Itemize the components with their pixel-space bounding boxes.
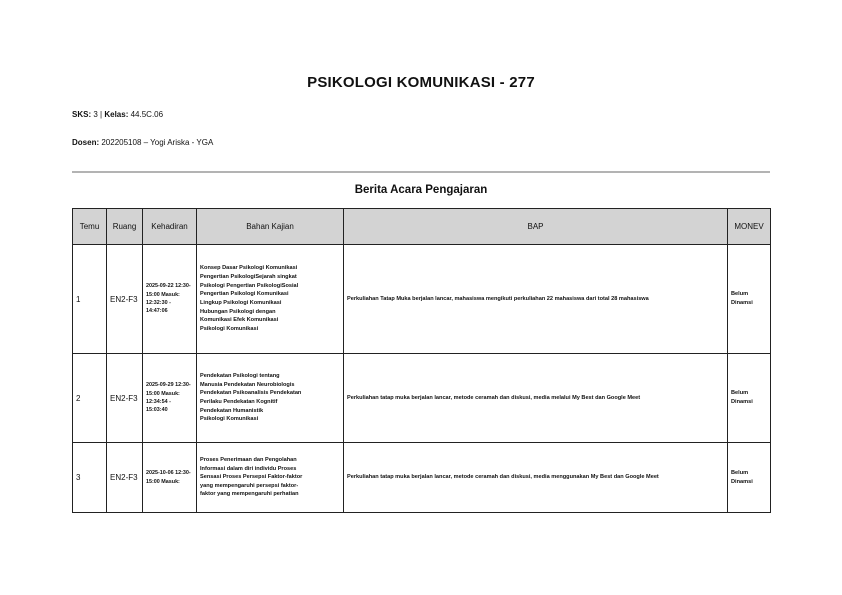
bahan-line: Pendekatan Psikologi tentang <box>200 373 280 380</box>
cell-kehadiran: 2025-09-29 12:30-15:00 Masuk: 12:34:54 - 15:03:40 <box>143 354 197 443</box>
bahan-line: Sensasi Proses Persepsi Faktor-faktor <box>200 474 303 481</box>
cell-bahan-kajian <box>197 443 344 513</box>
table-row <box>73 245 771 354</box>
cell-temu: 1 <box>73 245 107 354</box>
bahan-line: Psikologi Komunikasi <box>200 416 259 423</box>
table-row <box>73 354 771 443</box>
bahan-line: Manusia Pendekatan Neurobiologis <box>200 381 295 388</box>
header-monev: MONEV <box>728 209 771 245</box>
page-title: PSIKOLOGI KOMUNIKASI - 277 <box>307 74 535 91</box>
bahan-line: Informasi dalam diri individu Proses <box>200 465 297 472</box>
bahan-line: Pendekatan Humanistik <box>200 407 264 414</box>
divider <box>72 171 770 173</box>
table-header-row <box>73 209 771 245</box>
cell-ruang: EN2-F3 <box>107 245 143 354</box>
bahan-line: faktor yang mempengaruhi perhatian <box>200 491 299 498</box>
section-title: Berita Acara Pengajaran <box>354 184 488 196</box>
cell-monev: Belum Dinamsi <box>728 245 771 354</box>
bahan-line: Pengertian PsikologiSejarah singkat <box>200 274 297 281</box>
sks-kelas-line <box>72 110 163 119</box>
cell-bap: Perkuliahan Tatap Muka berjalan lancar, mahasiswa mengikuti perkuliahan 22 mahasiswa dari total 28 mahasiswa <box>344 245 728 354</box>
sks-label: SKS: <box>72 110 92 119</box>
bap-table <box>72 208 771 513</box>
dosen-line <box>72 138 213 147</box>
header-temu: Temu <box>73 209 107 245</box>
cell-bap: Perkuliahan tatap muka berjalan lancar, metode ceramah dan diskusi, media melalui My Best dan Google Meet <box>344 354 728 443</box>
kelas-label: Kelas: <box>104 110 129 119</box>
cell-monev: Belum Dinamsi <box>728 443 771 513</box>
sks-value: 3 | <box>93 110 103 119</box>
cell-kehadiran: 2025-10-06 12:30-15:00 Masuk: <box>143 443 197 513</box>
cell-monev: Belum Dinamsi <box>728 354 771 443</box>
bahan-line: Proses Penerimaan dan Pengolahan <box>200 456 297 463</box>
cell-bahan-kajian <box>197 245 344 354</box>
cell-bap: Perkuliahan tatap muka berjalan lancar, metode ceramah dan diskusi, media menggunakan My Best dan Google Meet <box>344 443 728 513</box>
cell-temu: 3 <box>73 443 107 513</box>
cell-kehadiran: 2025-09-22 12:30-15:00 Masuk: 12:32:30 - 14:47:06 <box>143 245 197 354</box>
bahan-line: Pengertian Psikologi Komunikasi <box>200 291 289 298</box>
bahan-line: Konsep Dasar Psikologi Komunikasi <box>200 265 298 272</box>
bahan-line: Lingkup Psikologi Komunikasi <box>200 300 282 306</box>
cell-bahan-kajian <box>197 354 344 443</box>
bahan-line: yang mempengaruhi persepsi faktor- <box>200 482 299 489</box>
cell-ruang: EN2-F3 <box>107 443 143 513</box>
header-kehadiran: Kehadiran <box>143 209 197 245</box>
dosen-value: 202205108 – Yogi Ariska - YGA <box>101 138 214 147</box>
header-ruang: Ruang <box>107 209 143 245</box>
header-bap: BAP <box>344 209 728 245</box>
header-bahan-kajian: Bahan Kajian <box>197 209 344 245</box>
bahan-line: Perilaku Pendekatan Kognitif <box>200 399 278 405</box>
bahan-line: Psikologi Komunikasi <box>200 325 259 332</box>
cell-ruang: EN2-F3 <box>107 354 143 443</box>
cell-temu: 2 <box>73 354 107 443</box>
dosen-label: Dosen: <box>72 138 100 147</box>
table-row <box>73 443 771 513</box>
bahan-line: Hubungan Psikologi dengan <box>200 308 276 315</box>
kelas-value: 44.5C.06 <box>130 110 164 119</box>
bahan-line: Psikologi Pengertian PsikologiSosial <box>200 282 299 289</box>
bahan-line: Komunikasi Efek Komunikasi <box>200 317 279 324</box>
bahan-line: Pendekatan Psikoanalisis Pendekatan <box>200 390 302 397</box>
